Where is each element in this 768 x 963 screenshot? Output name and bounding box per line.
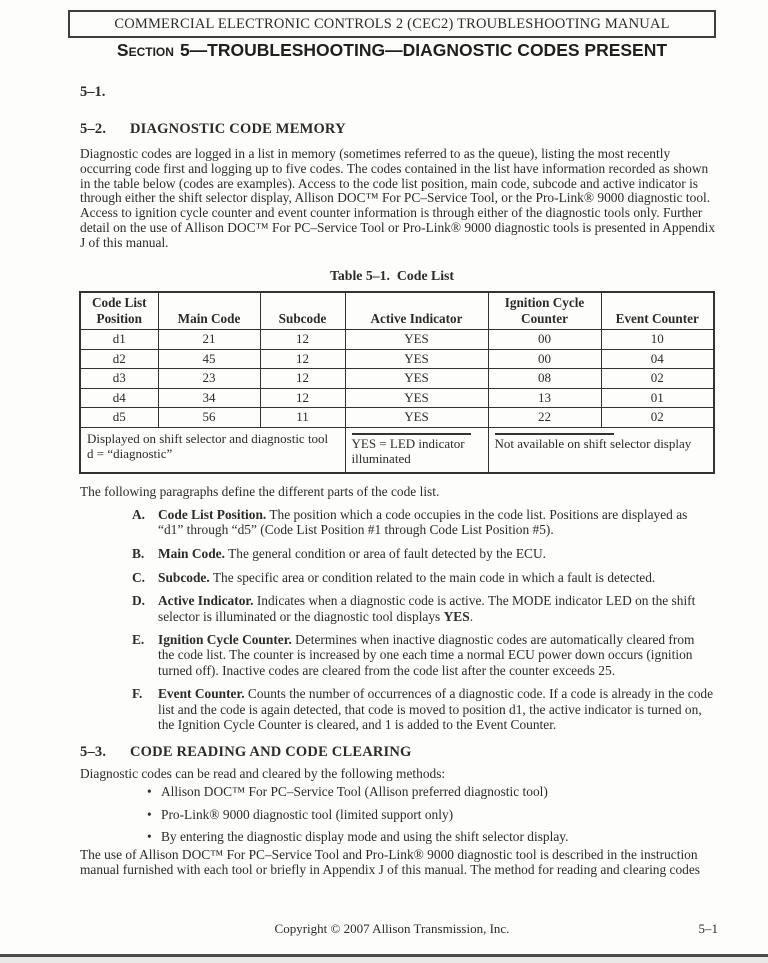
table-row <box>80 369 714 389</box>
paragraph-5-3-intro: Diagnostic codes can be read and cleared by the following methods: <box>80 766 446 781</box>
item-letter: D. <box>132 593 146 609</box>
paragraph-5-3-outro: The use of Allison DOC™ For PC–Service Tool and Pro-Link® 9000 diagnostic tool is described in the instruction manual furnished with each tool or briefly in Appendix J of this manual. The method for reading and clearing codes <box>80 847 701 877</box>
cell: 13 <box>488 388 601 408</box>
cell: 00 <box>488 349 601 369</box>
manual-title-banner <box>68 10 716 38</box>
copyright-notice: Copyright © 2007 Allison Transmission, Inc. <box>274 921 510 936</box>
bullet-icon: • <box>147 806 152 822</box>
list-item <box>132 570 714 585</box>
cell: d1 <box>80 330 158 350</box>
paragraph-5-1-number: 5–1. <box>80 84 106 100</box>
list-item <box>132 593 714 623</box>
col-header-event-counter: Event Counter <box>601 292 714 330</box>
item-letter: C. <box>132 569 146 585</box>
overline-rule <box>352 433 472 435</box>
heading-5-2-number: 5–2. <box>80 121 107 137</box>
cell: 12 <box>260 330 345 350</box>
item-letter: A. <box>132 507 146 522</box>
footnote-line: Displayed on shift selector and diagnostic tool <box>87 430 329 446</box>
paragraph-5-2-intro: Diagnostic codes are logged in a list in memory (sometimes referred to as the queue), listing the most recently occurring code first and logging up to five codes. The codes contained in the list have information recorded as shown in the table below (codes are examples). Access to the code list position, main code, subcode and active indicator is through either the shift selector display, Allison DOC™ For PC–Service Tool, or the Pro-Link® 9000 diagnostic tool. Access to ignition cycle counter and event counter information is through either of the diagnostic tools only. Further detail on the use of Allison DOC™ For PC–Service Tool or Pro-Link® 9000 diagnostic tools is presented in Appendix J of this manual. <box>80 146 716 250</box>
cell: YES <box>345 330 488 350</box>
list-item <box>147 829 707 844</box>
cell: d3 <box>80 369 158 389</box>
cell: 04 <box>601 349 714 369</box>
cell: 12 <box>260 388 345 408</box>
footnote-shift-selector <box>80 427 345 473</box>
heading-5-2 <box>80 121 346 138</box>
cell: 12 <box>260 349 345 369</box>
bullet-icon: • <box>147 784 152 799</box>
item-letter: B. <box>132 545 145 561</box>
col-header-code-list-position: Code List Position <box>80 292 158 330</box>
table-row <box>80 388 714 408</box>
item-text: Subcode. The specific area or condition related to the main code in which a fault is detected. <box>158 569 656 585</box>
bullet-text: Allison DOC™ For PC–Service Tool (Allison preferred diagnostic tool) <box>161 784 548 799</box>
list-item <box>147 807 707 822</box>
cell: 08 <box>488 369 601 389</box>
cell: d2 <box>80 349 158 369</box>
cell: YES <box>345 388 488 408</box>
heading-5-2-title: DIAGNOSTIC CODE MEMORY <box>130 121 346 137</box>
footnote-line: YES = LED indicator illuminated <box>351 435 465 466</box>
bullet-list <box>147 784 707 852</box>
item-letter: F. <box>132 686 143 702</box>
col-header-main-code: Main Code <box>158 292 260 330</box>
table-5-1-title: Table 5–1. Code List <box>329 268 455 283</box>
list-item <box>132 546 714 561</box>
item-text: Event Counter. Counts the number of occurrences of a diagnostic code. If a code is already in the code list and the code is again detected, that code is moved to position d1, the active indicator is turned on, the Ignition Cycle Counter is cleared, and 1 is added to the Event Counter. <box>158 686 714 732</box>
overline-rule <box>495 433 614 435</box>
cell: 10 <box>601 330 714 350</box>
cell: 23 <box>158 369 260 389</box>
section-title: 5—TROUBLESHOOTING—DIAGNOSTIC CODES PRESENT <box>179 40 668 60</box>
definition-list <box>132 507 714 740</box>
item-text: Ignition Cycle Counter. Determines when inactive diagnostic codes are automatically cleared from the code list. The counter is increased by one each time a normal ECU power down occurs (ignition turned off). Inactive codes are cleared from the code list after the counter exceeds 25. <box>158 632 695 678</box>
cell: 22 <box>488 408 601 428</box>
list-item <box>132 686 714 732</box>
heading-5-3-title: CODE READING AND CODE CLEARING <box>130 744 412 760</box>
code-list-table <box>79 291 715 474</box>
cell: 21 <box>158 330 260 350</box>
cell: 34 <box>158 388 260 408</box>
footnote-not-available <box>488 427 714 473</box>
table-row <box>80 408 714 428</box>
footnote-line: d = “diagnostic” <box>87 446 173 461</box>
section-label: Section <box>116 40 174 60</box>
bullet-icon: • <box>147 829 152 844</box>
cell: 02 <box>601 369 714 389</box>
table-row <box>80 330 714 350</box>
col-header-ignition-cycle-counter: Ignition Cycle Counter <box>488 292 601 330</box>
item-text: Active Indicator. Indicates when a diagnostic code is active. The MODE indicator LED on the shift selector is illuminated or the diagnostic tool displays YES. <box>158 593 696 624</box>
cell: 00 <box>488 330 601 350</box>
item-text: Code List Position. The position which a code occupies in the code list. Positions are displayed as “d1” through “d5” (Code List Position #1 through Code List Position #5). <box>158 507 688 538</box>
manual-title: COMMERCIAL ELECTRONIC CONTROLS 2 (CEC2) TROUBLESHOOTING MANUAL <box>114 15 670 32</box>
cell: YES <box>345 408 488 428</box>
cell: 11 <box>260 408 345 428</box>
cell: 12 <box>260 369 345 389</box>
bullet-text: By entering the diagnostic display mode and using the shift selector display. <box>161 829 569 844</box>
heading-5-3-number: 5–3. <box>80 744 107 760</box>
table-footnote-row <box>80 427 714 473</box>
col-header-subcode: Subcode <box>260 292 345 330</box>
item-letter: E. <box>132 632 145 648</box>
section-heading <box>68 40 716 61</box>
bullet-text: Pro-Link® 9000 diagnostic tool (limited support only) <box>161 806 454 822</box>
cell: 45 <box>158 349 260 369</box>
cell: 56 <box>158 408 260 428</box>
page-bottom-shadow <box>0 957 768 963</box>
cell: 01 <box>601 388 714 408</box>
table-row <box>80 349 714 369</box>
list-item <box>132 507 714 537</box>
cell: d5 <box>80 408 158 428</box>
heading-5-3 <box>80 744 412 761</box>
page-number: 5–1 <box>698 921 718 936</box>
cell: d4 <box>80 388 158 408</box>
list-item <box>147 784 707 799</box>
cell: YES <box>345 369 488 389</box>
paragraph-following: The following paragraphs define the different parts of the code list. <box>80 484 440 499</box>
footnote-line: Not available on shift selector display <box>494 435 692 451</box>
table-header-row <box>80 292 714 330</box>
footnote-led-indicator <box>345 427 488 473</box>
cell: 02 <box>601 408 714 428</box>
list-item <box>132 632 714 678</box>
cell: YES <box>345 349 488 369</box>
item-text: Main Code. The general condition or area of fault detected by the ECU. <box>158 545 546 561</box>
col-header-active-indicator: Active Indicator <box>345 292 488 330</box>
